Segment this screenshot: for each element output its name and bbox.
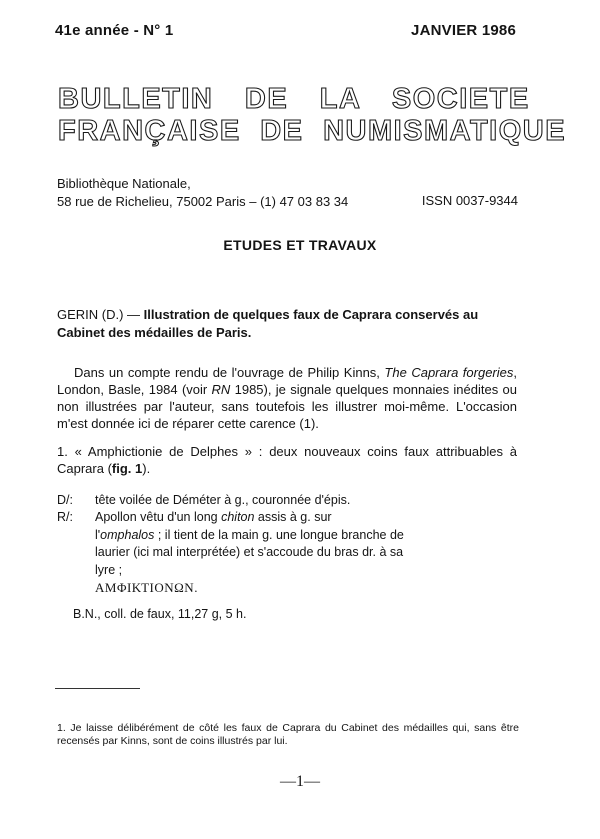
item-1-figure-ref: fig. 1 [111,461,143,476]
page-number: —1— [280,773,320,790]
section-heading: ETUDES ET TRAVAUX [223,237,377,253]
footnote: 1. Je laisse délibérément de côté les faux de Caprara du Cabinet des médailles qui, sans être recensés par Kinns, sont de coins illustrés par lui. [57,722,519,747]
article-author: GERIN (D.) — [57,307,144,322]
intro-text-a: Dans un compte rendu de l'ouvrage de Philip Kinns, [74,365,385,380]
intro-journal-abbr: RN [211,382,231,397]
footnote-divider [55,688,140,689]
reverse-prefix: l' [95,527,101,542]
journal-title-line1: BULLETIN DE LA SOCIETE [58,83,530,115]
article-heading [57,306,517,342]
issue-number: 41e année - N° 1 [55,22,174,39]
issn: ISSN 0037-9344 [421,193,518,208]
intro-paragraph [57,364,517,432]
intro-text-c: 1985), je signale quelques monnaies inédites ou non illustrées par l'auteur, sans toutefois les illustrer moi-même. L'occasion m'est donnée ici de réparer cette carence (1). [57,382,517,431]
reverse-text-a: Apollon vêtu d'un long [95,510,222,524]
intro-book-title: The Caprara forgeries [384,365,514,380]
reverse-omphalos: omphalos [100,527,155,542]
obverse-label: D/: [57,493,73,507]
item-1-paragraph [57,443,517,477]
specimen-reference: B.N., coll. de faux, 11,27 g, 5 h. [73,607,247,621]
journal-title-line2: FRANÇAISE DE NUMISMATIQUE [58,115,567,147]
article-title: Illustration de quelques faux de Caprara conservés au Cabinet des médailles de Paris. [57,307,479,340]
obverse-description: tête voilée de Déméter à g., couronnée d'épis. [95,493,351,507]
reverse-chiton: chiton [221,510,255,524]
reverse-label: R/: [57,510,73,524]
publisher-address-line2: 58 rue de Richelieu, 75002 Paris – (1) 47 03 83 34 [57,194,349,209]
reverse-text-c: ; il tient de la main g. une longue branche de laurier (ici mal interprétée) et s'accoude du bras dr. à sa lyre ; [95,527,404,577]
intro-text-b: , London, Basle, 1984 (voir [57,365,517,397]
issue-date: JANVIER 1986 [411,22,516,39]
item-1-text-b: ). [142,461,151,476]
item-1-text-a: 1. « Amphictionie de Delphes » : deux nouveaux coins faux attribuables à Caprara ( [57,444,517,476]
publisher-address-line1: Bibliothèque Nationale, [57,176,191,191]
coin-legend: ΑΜΦΙΚΤΙΟΝΩΝ. [95,580,198,595]
reverse-description [95,509,425,598]
reverse-text-b: assis à g. sur [254,510,332,524]
